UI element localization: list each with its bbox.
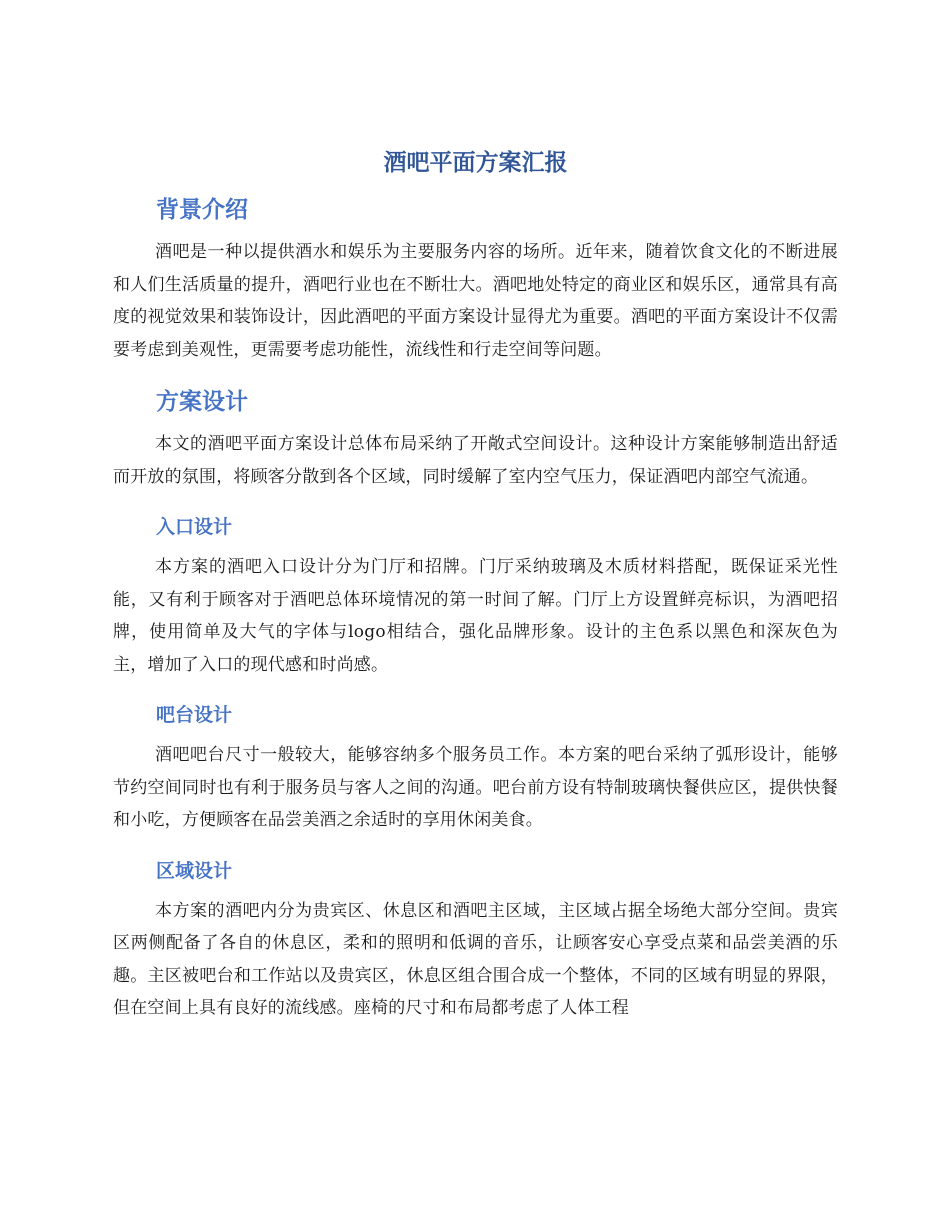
section-body-bar-counter: 酒吧吧台尺寸一般较大，能够容纳多个服务员工作。本方案的吧台采纳了弧形设计，能够节约空间同时也有利于服务员与客人之间的沟通。吧台前方设有特制玻璃快餐供应区，提供快餐和小吃，方便顾客在品尝美酒之余适时的享用休闲美食。 [113,745,838,830]
section-body-background: 酒吧是一种以提供酒水和娱乐为主要服务内容的场所。近年来，随着饮食文化的不断进展和人们生活质量的提升，酒吧行业也在不断壮大。酒吧地处特定的商业区和娱乐区，通常具有高度的视觉效果和装饰设计，因此酒吧的平面方案设计显得尤为重要。酒吧的平面方案设计不仅需要考虑到美观性，更需要考虑功能性，流线性和行走空间等问题。 [113,242,838,360]
document-title: 酒吧平面方案汇报 [383,150,568,176]
section-heading-bar-counter: 吧台设计 [156,704,233,726]
section-heading-entrance: 入口设计 [156,516,233,538]
section-body-design: 本文的酒吧平面方案设计总体布局采纳了开敞式空间设计。这种设计方案能够制造出舒适而开放的氛围，将顾客分散到各个区域，同时缓解了室内空气压力，保证酒吧内部空气流通。 [113,434,838,487]
section-heading-zones: 区域设计 [156,859,233,882]
document-page [113,140,838,1043]
section-heading-design: 方案设计 [156,389,248,415]
section-body-zones: 本方案的酒吧内分为贵宾区、休息区和酒吧主区域，主区域占据全场绝大部分空间。贵宾区两侧配备了各自的休息区，柔和的照明和低调的音乐，让顾客安心享受点菜和品尝美酒的乐趣。主区被吧台和工作站以及贵宾区，休息区组合围合成一个整体，不同的区域有明显的界限，但在空间上具有良好的流线感。座椅的尺寸和布局都考虑了人体工程 [113,900,838,1018]
section-body-entrance: 本方案的酒吧入口设计分为门厅和招牌。门厅采纳玻璃及木质材料搭配，既保证采光性能，又有利于顾客对于酒吧总体环境情况的第一时间了解。门厅上方设置鲜亮标识，为酒吧招牌，使用简单及大气的字体与logo相结合，强化品牌形象。设计的主色系以黑色和深灰色为主，增加了入口的现代感和时尚感。 [113,557,838,675]
section-heading-background: 背景介绍 [156,197,248,223]
